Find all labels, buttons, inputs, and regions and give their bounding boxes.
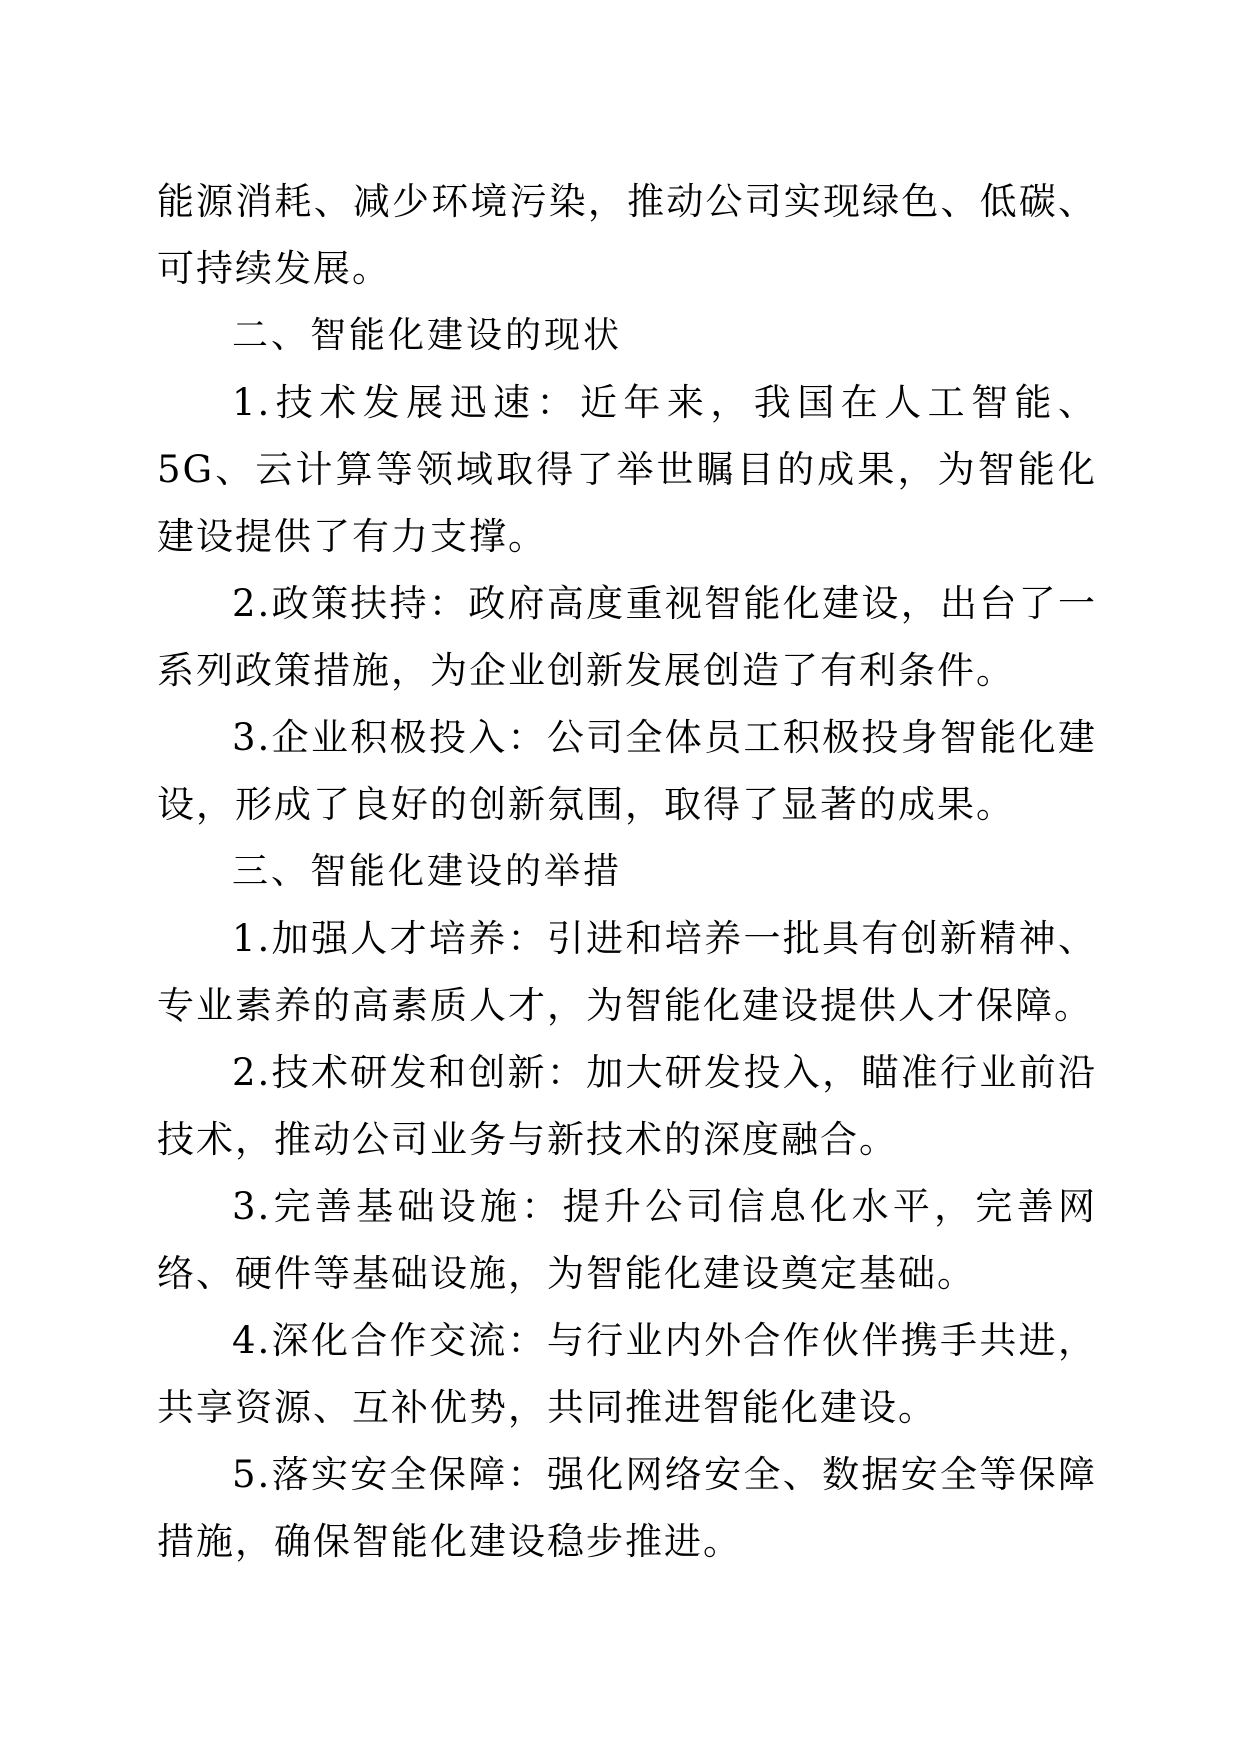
document-body [157, 168, 1097, 1575]
section-3-item-1: 1.加强人才培养：引进和培养一批具有创新精神、专业素养的高素质人才，为智能化建设提供人才保障。 [157, 917, 1097, 1027]
section-3-item-4: 4.深化合作交流：与行业内外合作伙伴携手共进，共享资源、互补优势，共同推进智能化建设。 [157, 1319, 1097, 1429]
section-3-item-3: 3.完善基础设施：提升公司信息化水平，完善网络、硬件等基础设施，为智能化建设奠定基础。 [157, 1185, 1097, 1295]
intro-continuation-paragraph: 能源消耗、减少环境污染，推动公司实现绿色、低碳、可持续发展。 [157, 180, 1097, 290]
section-3-item-2: 2.技术研发和创新：加大研发投入，瞄准行业前沿技术，推动公司业务与新技术的深度融合。 [157, 1051, 1097, 1161]
section-2-item-3: 3.企业积极投入：公司全体员工积极投身智能化建设，形成了良好的创新氛围，取得了显著的成果。 [157, 716, 1097, 826]
section-3-heading: 三、智能化建设的举措 [232, 851, 623, 892]
section-2-item-1: 1.技术发展迅速：近年来，我国在人工智能、5G、云计算等领域取得了举世瞩目的成果，为智能化建设提供了有力支撑。 [157, 381, 1097, 558]
section-3-item-5: 5.落实安全保障：强化网络安全、数据安全等保障措施，确保智能化建设稳步推进。 [157, 1453, 1097, 1563]
section-2-item-2: 2.政策扶持：政府高度重视智能化建设，出台了一系列政策措施，为企业创新发展创造了有利条件。 [157, 582, 1097, 692]
section-2-heading: 二、智能化建设的现状 [232, 315, 623, 356]
